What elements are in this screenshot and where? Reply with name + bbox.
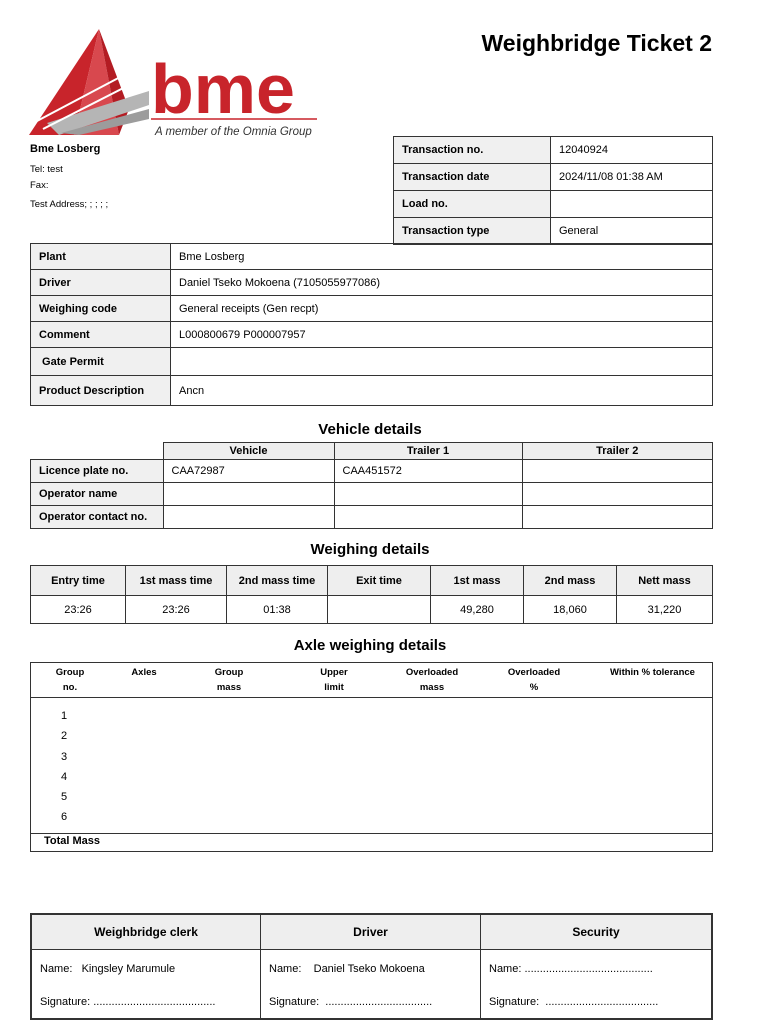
table-row (31, 443, 713, 460)
table-row (31, 483, 713, 506)
gate-permit-value (171, 348, 713, 376)
transaction-date-value: 2024/11/08 01:38 AM (551, 164, 713, 191)
first-mass-value: 49,280 (431, 596, 524, 624)
trailer2-operator-name (522, 483, 713, 506)
driver-label: Driver (31, 270, 171, 296)
table-row (31, 244, 713, 270)
entry-time-value: 23:26 (31, 596, 126, 624)
vehicle-operator-contact (163, 506, 334, 529)
transaction-type-value: General (551, 218, 713, 245)
axle-table (30, 662, 713, 852)
axle-header-divider (31, 697, 712, 698)
group-no-header: Group no. (55, 667, 85, 693)
table-row (31, 949, 712, 1019)
second-mass-time-header: 2nd mass time (227, 566, 328, 596)
trailer1-column-header: Trailer 1 (334, 443, 522, 460)
company-tel: Tel: test (30, 164, 63, 175)
table-row (31, 460, 713, 483)
product-description-label: Product Description (31, 376, 171, 406)
transaction-date-label: Transaction date (394, 164, 551, 191)
table-row (394, 137, 713, 164)
trailer1-operator-name (334, 483, 522, 506)
plant-label: Plant (31, 244, 171, 270)
vehicle-table (30, 442, 713, 529)
security-name: Name: .......................................... (489, 962, 653, 975)
table-row (31, 376, 713, 406)
operator-contact-label: Operator contact no. (31, 506, 164, 529)
table-row (394, 191, 713, 218)
trailer1-licence-plate: CAA451572 (334, 460, 522, 483)
vehicle-operator-name (163, 483, 334, 506)
nett-mass-value: 31,220 (617, 596, 713, 624)
table-row (394, 164, 713, 191)
table-row (31, 322, 713, 348)
axle-group-number: 5 (61, 791, 68, 804)
security-header: Security (481, 914, 713, 949)
weighing-details-title: Weighing details (310, 541, 430, 558)
overloaded-mass-header: Overloaded mass (405, 667, 459, 693)
weighing-code-label: Weighing code (31, 296, 171, 322)
total-mass-label: Total Mass (44, 835, 101, 847)
details-table (30, 243, 713, 406)
logo-wordmark: bme (151, 50, 295, 128)
table-row (31, 914, 712, 949)
empty-corner-cell (31, 443, 164, 460)
exit-time-header: Exit time (328, 566, 431, 596)
signature-table (30, 913, 713, 1020)
group-mass-header: Group mass (214, 667, 244, 693)
gate-permit-label: Gate Permit (31, 348, 171, 376)
axle-details-title: Axle weighing details (293, 637, 447, 654)
entry-time-header: Entry time (31, 566, 126, 596)
first-mass-time-value: 23:26 (126, 596, 227, 624)
licence-plate-label: Licence plate no. (31, 460, 164, 483)
logo-tagline: A member of the Omnia Group (155, 126, 312, 138)
exit-time-value (328, 596, 431, 624)
plant-value: Bme Losberg (171, 244, 713, 270)
axle-group-number: 6 (61, 811, 68, 824)
table-row (31, 596, 713, 624)
table-row (31, 270, 713, 296)
second-mass-time-value: 01:38 (227, 596, 328, 624)
axle-group-number: 2 (61, 730, 68, 743)
axle-total-divider (31, 833, 712, 834)
trailer2-operator-contact (522, 506, 713, 529)
axle-group-number: 1 (61, 710, 68, 722)
trailer1-operator-contact (334, 506, 522, 529)
first-mass-header: 1st mass (431, 566, 524, 596)
security-signature: Signature: ..................................... (489, 995, 659, 1008)
company-logo (29, 29, 319, 139)
weighbridge-clerk-header: Weighbridge clerk (31, 914, 261, 949)
weighing-code-value: General receipts (Gen recpt) (171, 296, 713, 322)
table-row (31, 296, 713, 322)
vehicle-licence-plate: CAA72987 (163, 460, 334, 483)
axle-group-number: 4 (61, 770, 68, 783)
product-description-value: Ancn (171, 376, 713, 406)
axle-group-list (61, 706, 67, 828)
transaction-no-label: Transaction no. (394, 137, 551, 164)
company-fax: Fax: (30, 180, 49, 191)
axle-group-number: 3 (61, 750, 68, 763)
driver-signature-header: Driver (261, 914, 481, 949)
weighing-table (30, 565, 713, 624)
clerk-signature: Signature: ........................................ (40, 995, 216, 1008)
load-no-value (551, 191, 713, 218)
company-name: Bme Losberg (30, 143, 101, 155)
second-mass-value: 18,060 (524, 596, 617, 624)
second-mass-header: 2nd mass (524, 566, 617, 596)
driver-signature-cell (261, 949, 481, 1019)
vehicle-details-title: Vehicle details (318, 421, 422, 438)
trailer2-column-header: Trailer 2 (522, 443, 713, 460)
weighbridge-clerk-cell (31, 949, 261, 1019)
transaction-no-value: 12040924 (551, 137, 713, 164)
upper-limit-header: Upper limit (320, 667, 348, 693)
within-tolerance-header: Within % tolerance (610, 667, 695, 678)
security-cell (481, 949, 713, 1019)
transaction-table (393, 136, 713, 245)
driver-signature: Signature: ................................... (269, 995, 433, 1008)
driver-name: Name: Daniel Tseko Mokoena (269, 962, 425, 975)
table-row (31, 348, 713, 376)
clerk-name: Name: Kingsley Marumule (40, 962, 176, 975)
axle-header-row (31, 665, 712, 695)
company-address: Test Address; ; ; ; ; (30, 199, 109, 210)
vehicle-column-header: Vehicle (163, 443, 334, 460)
operator-name-label: Operator name (31, 483, 164, 506)
nett-mass-header: Nett mass (617, 566, 713, 596)
comment-label: Comment (31, 322, 171, 348)
table-row (394, 218, 713, 245)
ticket-title: Weighbridge Ticket 2 (481, 30, 712, 56)
load-no-label: Load no. (394, 191, 551, 218)
driver-value: Daniel Tseko Mokoena (7105055977086) (171, 270, 713, 296)
first-mass-time-header: 1st mass time (126, 566, 227, 596)
table-row (31, 506, 713, 529)
comment-value: L000800679 P000007957 (171, 322, 713, 348)
trailer2-licence-plate (522, 460, 713, 483)
axles-header: Axles (131, 667, 157, 678)
table-row (31, 566, 713, 596)
transaction-type-label: Transaction type (394, 218, 551, 245)
overloaded-percent-header: Overloaded % (507, 667, 561, 693)
